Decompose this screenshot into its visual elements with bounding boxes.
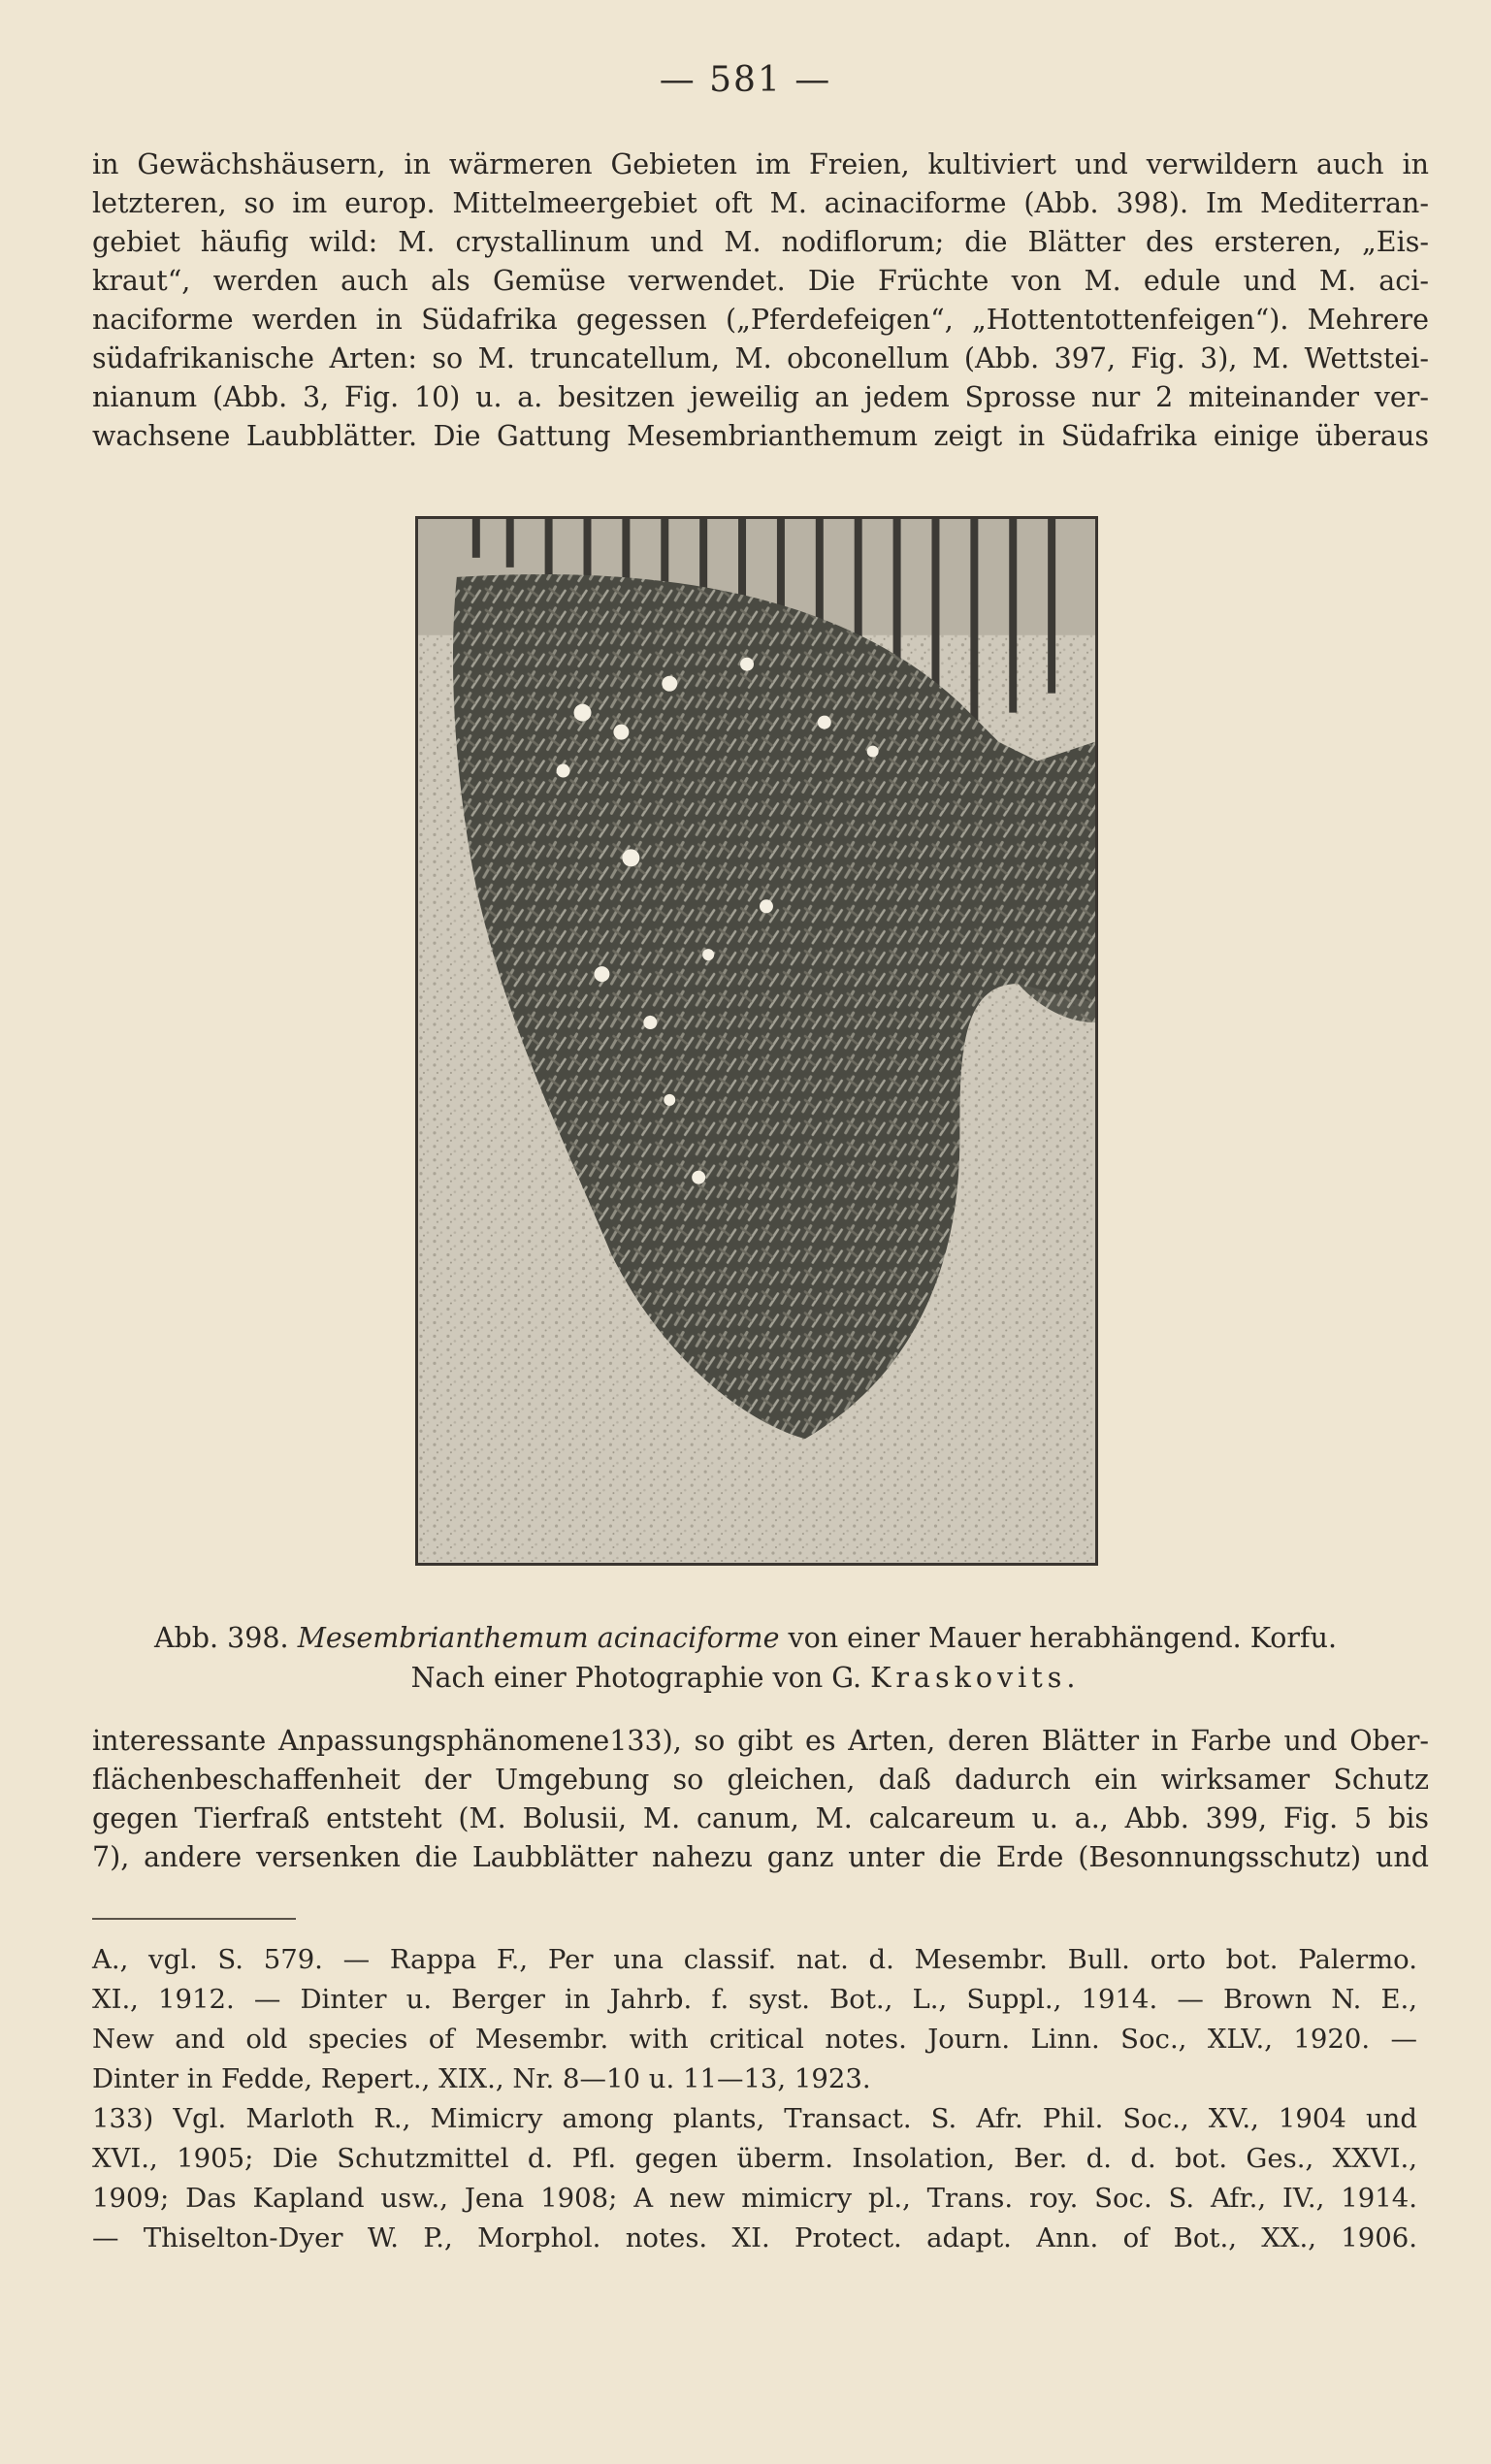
caption-line-1 [92,1618,1399,1658]
text-line: naciforme werden in Südafrika gegessen („Pferdefeigen“, „Hottentottenfeigen“). Mehrere [92,304,1429,336]
caption-description: von einer Mauer herabhängend. Korfu. [788,1622,1338,1654]
text-line: flächenbeschaffenheit der Umgebung so gleichen, daß dadurch ein wirksamer Schutz [92,1764,1429,1796]
text-line: gebiet häufig wild: M. crystallinum und M. nodiflorum; die Blätter des ersteren, „Eis- [92,226,1429,258]
footnote-line: Dinter in Fedde, Repert., XIX., Nr. 8—10 u. 11—13, 1923. [92,2063,871,2094]
text-line: 7), andere versenken die Laubblätter nahezu ganz unter die Erde (Besonnungsschutz) und [92,1841,1429,1873]
footnotes [92,1940,1417,2258]
caption-line-2 [92,1658,1399,1698]
text-line: wachsene Laubblätter. Die Gattung Mesembrianthemum zeigt in Südafrika einige überaus [92,420,1429,452]
text-line: letzteren, so im europ. Mittelmeergebiet oft M. acinaciforme (Abb. 398). Im Mediterran- [92,187,1429,219]
caption-figure-number: Abb. 398. [153,1622,289,1654]
caption-photographer: Kraskovits. [870,1662,1081,1694]
page-number: — 581 — [659,60,832,100]
text-line: südafrikanische Arten: so M. truncatellum, M. obconellum (Abb. 397, Fig. 3), M. Wettstei- [92,342,1429,374]
paragraph-bottom [92,1722,1429,1877]
footnote-line: 1909; Das Kapland usw., Jena 1908; A new mimicry pl., Trans. roy. Soc. S. Afr., IV., 1914. [92,2183,1417,2214]
footnote-line: — Thiselton-Dyer W. P., Morphol. notes. XI. Protect. adapt. Ann. of Bot., XX., 1906. [92,2222,1417,2253]
text-line: interessante Anpassungsphänomene133), so gibt es Arten, deren Blätter in Farbe und Ober- [92,1725,1429,1757]
figure-photograph [415,516,1098,1566]
text-line: in Gewächshäusern, in wärmeren Gebieten im Freien, kultiviert und verwildern auch in [92,148,1429,180]
footnote-line: 133) Vgl. Marloth R., Mimicry among plants, Transact. S. Afr. Phil. Soc., XV., 1904 und [92,2103,1417,2134]
footnote-line: New and old species of Mesembr. with critical notes. Journ. Linn. Soc., XLV., 1920. — [92,2024,1417,2055]
figure-caption [92,1618,1399,1698]
photograph-plant-on-wall-icon [418,519,1095,1563]
text-line: gegen Tierfraß entsteht (M. Bolusii, M. canum, M. calcareum u. a., Abb. 399, Fig. 5 bis [92,1802,1429,1834]
paragraph-top [92,146,1429,456]
footnote-line: XVI., 1905; Die Schutzmittel d. Pfl. gegen überm. Insolation, Ber. d. d. bot. Ges., XXVI., [92,2143,1417,2174]
text-line: kraut“, werden auch als Gemüse verwendet. Die Früchte von M. edule und M. aci- [92,265,1429,297]
footnote-line: A., vgl. S. 579. — Rappa F., Per una classif. nat. d. Mesembr. Bull. orto bot. Palermo. [92,1944,1417,1975]
caption-credit: Nach einer Photographie von G. [410,1662,862,1694]
text-line: nianum (Abb. 3, Fig. 10) u. a. besitzen jeweilig an jedem Sprosse nur 2 miteinander ver- [92,381,1429,413]
footnote-divider [92,1918,296,1920]
footnote-line: XI., 1912. — Dinter u. Berger in Jahrb. f. syst. Bot., L., Suppl., 1914. — Brown N. E., [92,1984,1417,2015]
caption-species: Mesembrianthemum acinaciforme [297,1622,780,1654]
